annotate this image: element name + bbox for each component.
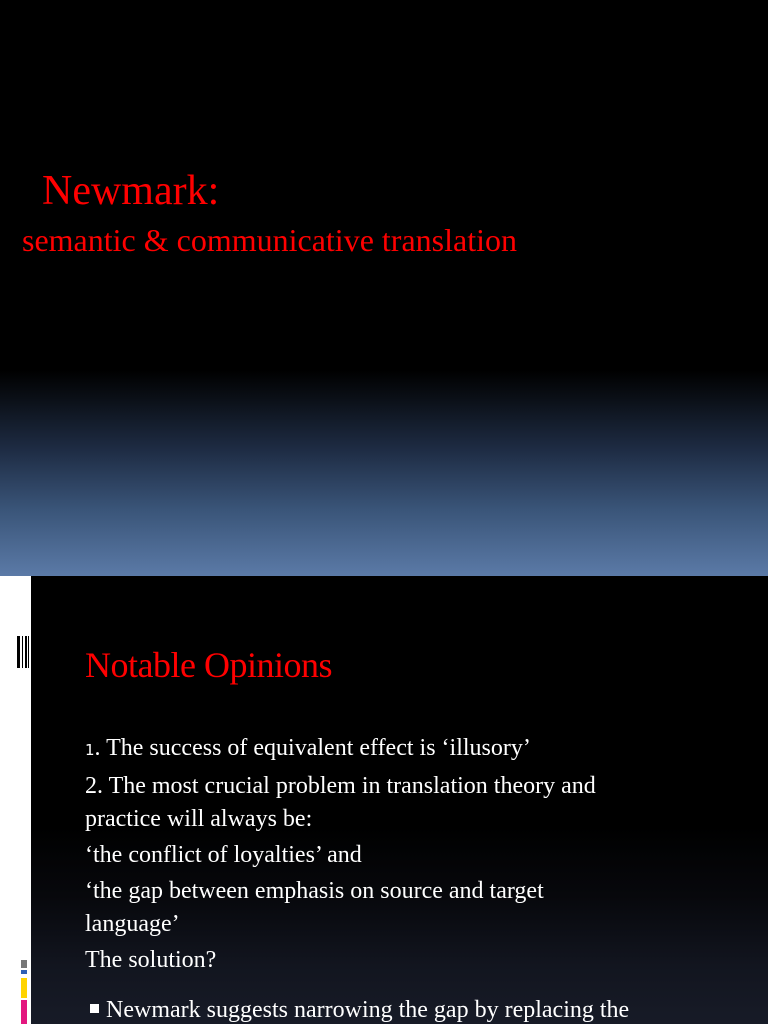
slide-body <box>85 732 735 980</box>
slide-title: Newmark: <box>42 168 220 214</box>
accent-bar-blue <box>21 970 27 974</box>
accent-bar-yellow <box>21 978 27 998</box>
quote-1: ‘the conflict of loyalties’ and <box>85 842 362 868</box>
section-heading: Notable Opinions <box>85 645 332 685</box>
decorative-bars-icon <box>17 636 31 668</box>
bullet-item: Newmark suggests narrowing the gap by replacing the <box>90 994 629 1024</box>
solution-line: The solution? <box>85 947 217 973</box>
quote-2: ‘the gap between emphasis on source and target language’ <box>85 878 544 937</box>
point-2: 2. The most crucial problem in translation theory and practice will always be: <box>85 773 596 832</box>
content-slide <box>0 576 768 1024</box>
slide-subtitle: semantic & communicative translation <box>22 222 517 258</box>
square-bullet-icon <box>90 1004 99 1013</box>
accent-bar-pink <box>21 1000 27 1024</box>
accent-bar-gray <box>21 960 27 968</box>
point-1: 1. The success of equivalent effect is ‘illusory’ <box>85 735 531 761</box>
